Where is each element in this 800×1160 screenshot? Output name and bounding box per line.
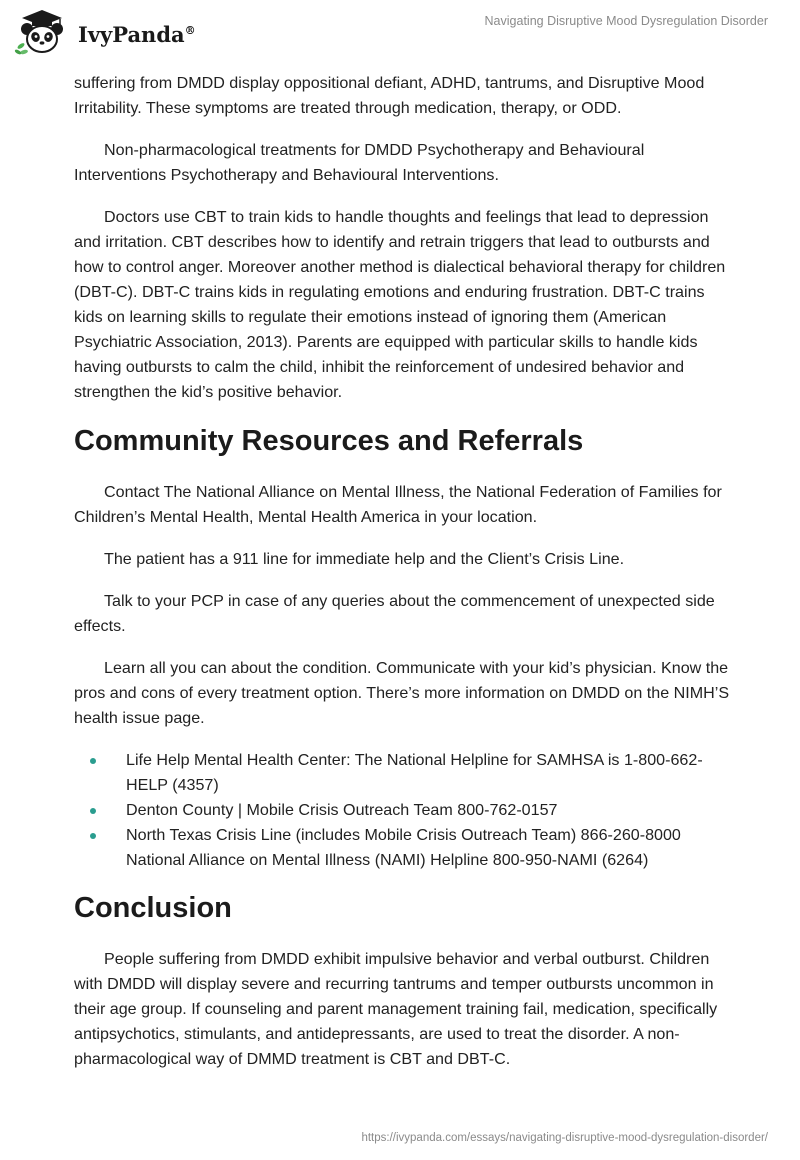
essay-content [74,71,734,1089]
body-paragraph: People suffering from DMDD exhibit impulsive behavior and verbal outburst. Children with DMDD will display severe and recurring tantrums and temper outbursts uncommon in their age group. If counseling and parent management training fail, medication, specifically antipsychotics, stimulants, and antidepressants, are used to treat the disorder. A non-pharmacological way of DMMD treatment is CBT and DBT-C. [74,950,718,1068]
logo-text: IvyPanda® [78,22,196,47]
body-paragraph: suffering from DMDD display oppositional defiant, ADHD, tantrums, and Disruptive Mood Irritability. These symptoms are treated through medication, therapy, or ODD. [74,74,705,117]
list-item [74,823,734,873]
bullet-dot-icon [90,833,96,839]
resource-list [74,748,734,873]
body-paragraph: Learn all you can about the condition. Communicate with your kid’s physician. Know the pros and cons of every treatment option. There’s more information on DMDD on the NIMH’S health issue page. [74,659,730,727]
body-paragraph: Doctors use CBT to train kids to handle thoughts and feelings that lead to depression and irritation. CBT describes how to identify and retrain triggers that lead to outbursts and how to control anger. Moreover another method is dialectical behavioral therapy for children (DBT-C). DBT-C trains kids in regulating emotions and enduring frustration. DBT-C trains kids on learning skills to regulate their emotions instead of ignoring them (American Psychiatric Association, 2013). Parents are equipped with particular skills to handle kids having outbursts to calm the child, inhibit the reinforcement of undesired behavior and strengthen the kid’s positive behavior. [74,208,726,401]
bullet-dot-icon [90,808,96,814]
list-item [74,798,734,823]
body-paragraph: Talk to your PCP in case of any queries about the commencement of unexpected side effects. [74,592,715,635]
page-header [0,0,800,62]
body-paragraph: Non-pharmacological treatments for DMDD Psychotherapy and Behavioural Interventions Psychotherapy and Behavioural Interventions. [74,141,645,184]
footer-url-link[interactable]: https://ivypanda.com/essays/navigating-disruptive-mood-dysregulation-disorder/ [361,1132,768,1144]
list-item-text: Life Help Mental Health Center: The National Helpline for SAMHSA is 1-800-662-HELP (4357) [126,751,703,794]
list-item-text: Denton County | Mobile Crisis Outreach Team 800-762-0157 [126,801,558,819]
bullet-dot-icon [90,758,96,764]
section-heading-conclusion: Conclusion [74,892,232,924]
document-title: Navigating Disruptive Mood Dysregulation Disorder [484,14,768,28]
section-heading-community: Community Resources and Referrals [74,425,584,457]
body-paragraph: Contact The National Alliance on Mental Illness, the National Federation of Families for Children’s Mental Health, Mental Health America in your location. [74,483,722,526]
panda-graduate-icon [12,8,72,58]
body-paragraph: The patient has a 911 line for immediate help and the Client’s Crisis Line. [104,550,625,568]
list-item [74,748,734,798]
ivypanda-logo[interactable] [12,8,212,58]
list-item-text: North Texas Crisis Line (includes Mobile Crisis Outreach Team) 866-260-8000 National Alliance on Mental Illness (NAMI) Helpline 800-950-NAMI (6264) [126,826,681,869]
